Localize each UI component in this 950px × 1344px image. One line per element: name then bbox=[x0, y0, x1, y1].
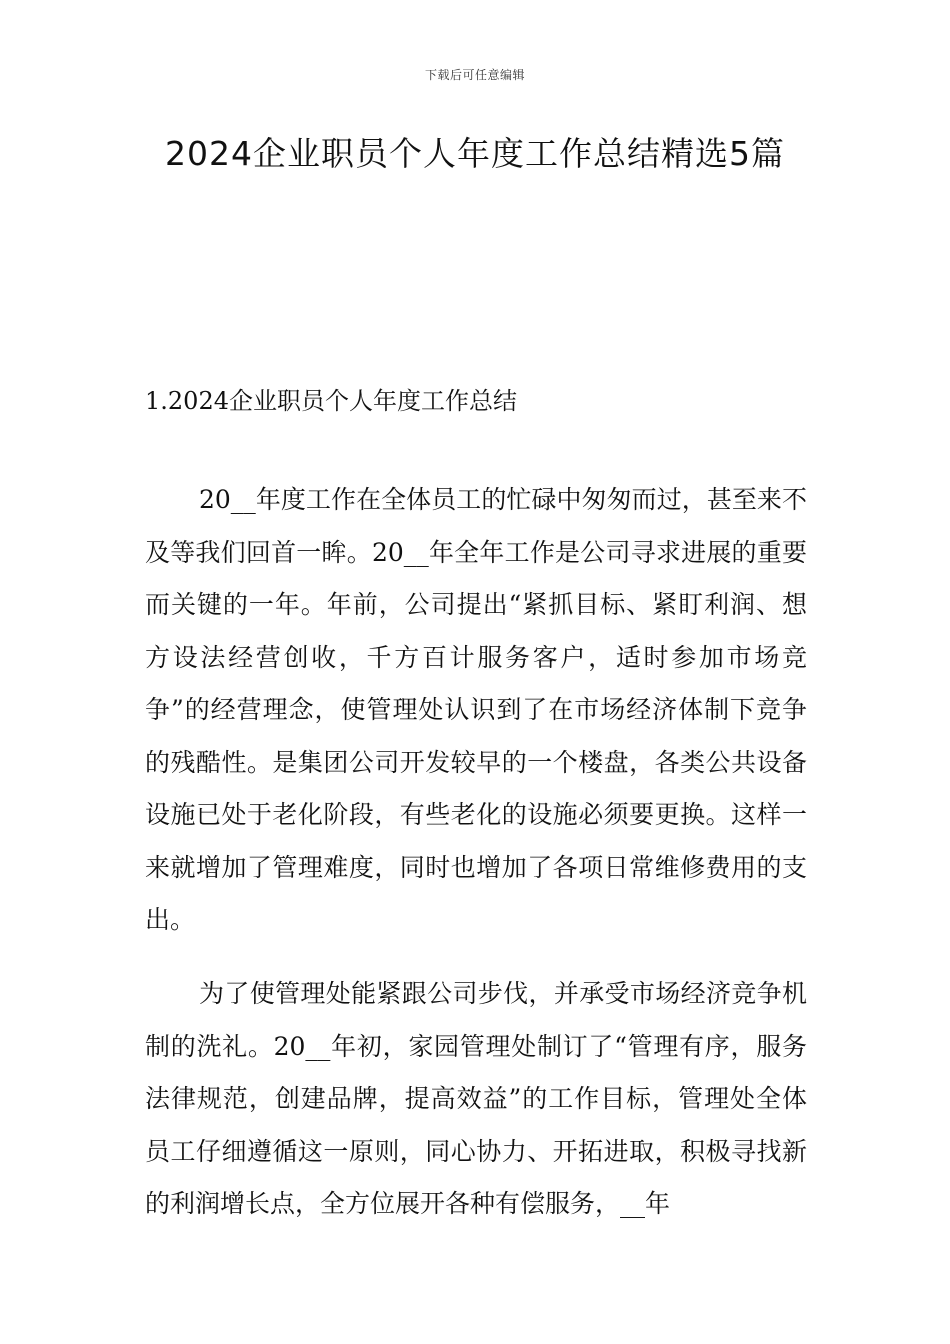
document-title: 2024企业职员个人年度工作总结精选5篇 bbox=[165, 134, 785, 173]
body-paragraph-2: 为了使管理处能紧跟公司步伐，并承受市场经济竞争机制的洗礼。20__年初，家园管理处制订了“管理有序，服务法律规范，创建品牌，提高效益”的工作目标，管理处全体员工仔细遵循这一原则，同心协力、开拓进取，积极寻找新的利润增长点，全方位展开各种有偿服务，__年 bbox=[145, 979, 807, 1218]
section-heading: 1.2024企业职员个人年度工作总结 bbox=[145, 387, 517, 415]
body-paragraph-1: 20__年度工作在全体员工的忙碌中匆匆而过，甚至来不及等我们回首一眸。20__年全年工作是公司寻求进展的重要而关键的一年。年前，公司提出“紧抓目标、紧盯利润、想方设法经营创收，千方百计服务客户，适时参加市场竞争”的经营理念，使管理处认识到了在市场经济体制下竞争的残酷性。是集团公司开发较早的一个楼盘，各类公共设备设施已处于老化阶段，有些老化的设施必须要更换。这样一来就增加了管理难度，同时也增加了各项日常维修费用的支出。 bbox=[145, 485, 807, 934]
header-note: 下载后可任意编辑 bbox=[424, 68, 525, 82]
